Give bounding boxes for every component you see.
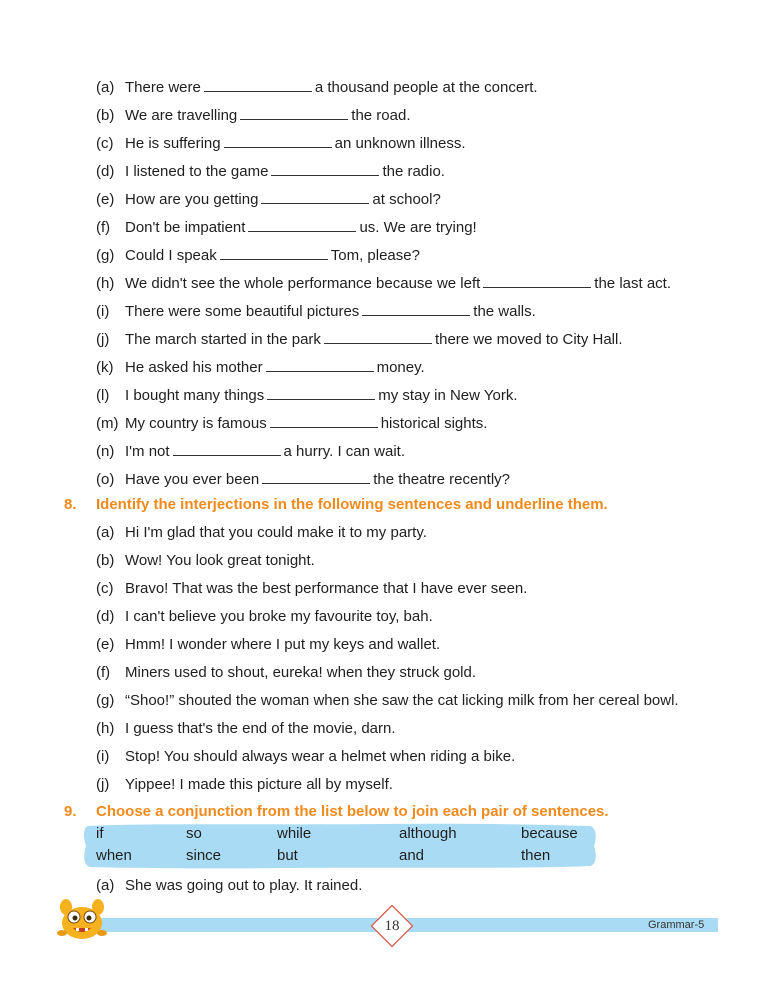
item-text <box>125 216 477 240</box>
answer-blank[interactable] <box>248 218 356 232</box>
item-label: (k) <box>96 359 114 376</box>
book-title: Grammar-5 <box>648 919 705 931</box>
item-text <box>125 132 466 156</box>
text-after-blank: the road. <box>351 107 411 124</box>
answer-blank[interactable] <box>220 246 328 260</box>
conjunction-word: when <box>96 847 132 864</box>
text-before-blank: Could I speak <box>125 247 217 264</box>
answer-blank[interactable] <box>224 134 332 148</box>
question-number: 9. <box>64 803 77 820</box>
answer-blank[interactable] <box>324 330 432 344</box>
item-text: Yippee! I made this picture all by myself. <box>125 776 393 793</box>
answer-blank[interactable] <box>270 414 378 428</box>
item-label: (h) <box>96 720 115 737</box>
text-after-blank: the radio. <box>382 163 445 180</box>
item-text <box>125 300 536 324</box>
item-text: I guess that's the end of the movie, darn. <box>125 720 396 737</box>
answer-blank[interactable] <box>266 358 374 372</box>
item-label: (f) <box>96 219 111 236</box>
item-label: (n) <box>96 443 115 460</box>
text-before-blank: Don't be impatient <box>125 219 246 236</box>
item-label: (g) <box>96 692 115 709</box>
item-text <box>125 356 425 380</box>
item-label: (a) <box>96 877 115 894</box>
item-label: (e) <box>96 636 115 653</box>
question-number: 8. <box>64 496 77 513</box>
question-text: Choose a conjunction from the list below to join each pair of sentences. <box>96 803 609 820</box>
text-after-blank: Tom, please? <box>330 247 420 264</box>
answer-blank[interactable] <box>262 470 370 484</box>
text-before-blank: I'm not <box>125 443 170 460</box>
item-text <box>125 188 441 212</box>
page-number: 18 <box>384 918 400 934</box>
text-after-blank: at school? <box>372 191 441 208</box>
item-label: (a) <box>96 524 115 541</box>
answer-blank[interactable] <box>261 190 369 204</box>
answer-blank[interactable] <box>204 78 312 92</box>
text-before-blank: There were <box>125 79 201 96</box>
item-label: (i) <box>96 748 110 765</box>
item-label: (b) <box>96 552 115 569</box>
item-label: (i) <box>96 303 110 320</box>
item-label: (j) <box>96 776 110 793</box>
item-label: (l) <box>96 387 110 404</box>
conjunction-word: since <box>186 847 222 864</box>
conjunction-word: and <box>399 847 425 864</box>
item-text <box>125 272 671 296</box>
item-text <box>125 104 411 128</box>
conjunction-word: so <box>186 825 202 842</box>
item-label: (d) <box>96 163 115 180</box>
mascot-icon <box>56 895 108 941</box>
conjunction-word: because <box>521 825 578 842</box>
item-text: Miners used to shout, eureka! when they struck gold. <box>125 664 477 681</box>
conjunction-word-box <box>82 822 598 870</box>
conjunction-word: then <box>521 847 551 864</box>
text-after-blank: my stay in New York. <box>378 387 518 404</box>
item-text <box>125 440 405 464</box>
item-label: (o) <box>96 471 115 488</box>
item-text <box>125 244 420 268</box>
text-after-blank: an unknown illness. <box>334 135 466 152</box>
item-label: (m) <box>96 415 119 432</box>
item-text <box>125 76 538 100</box>
text-after-blank: a hurry. I can wait. <box>283 443 405 460</box>
item-text <box>125 468 510 492</box>
text-after-blank: there we moved to City Hall. <box>434 331 623 348</box>
item-label: (g) <box>96 247 115 264</box>
text-after-blank: historical sights. <box>380 415 488 432</box>
text-after-blank: the walls. <box>473 303 536 320</box>
item-text <box>125 412 487 436</box>
answer-blank[interactable] <box>240 106 348 120</box>
item-text: Stop! You should always wear a helmet when riding a bike. <box>125 748 516 765</box>
answer-blank[interactable] <box>483 274 591 288</box>
text-before-blank: How are you getting <box>125 191 259 208</box>
text-before-blank: My country is famous <box>125 415 267 432</box>
text-after-blank: the last act. <box>594 275 672 292</box>
item-label: (f) <box>96 664 111 681</box>
item-text <box>125 160 445 184</box>
conjunction-word: while <box>277 825 312 842</box>
conjunction-word: if <box>96 825 104 842</box>
text-after-blank: the theatre recently? <box>373 471 511 488</box>
answer-blank[interactable] <box>271 162 379 176</box>
text-before-blank: We are travelling <box>125 107 238 124</box>
text-before-blank: Have you ever been <box>125 471 260 488</box>
item-text: Bravo! That was the best performance that I have ever seen. <box>125 580 528 597</box>
answer-blank[interactable] <box>173 442 281 456</box>
text-before-blank: We didn't see the whole performance because we left <box>125 275 481 292</box>
answer-blank[interactable] <box>267 386 375 400</box>
item-label: (d) <box>96 608 115 625</box>
conjunction-word: but <box>277 847 298 864</box>
item-text: Wow! You look great tonight. <box>125 552 315 569</box>
question-text: Identify the interjections in the following sentences and underline them. <box>96 496 608 513</box>
text-before-blank: I listened to the game <box>125 163 269 180</box>
text-before-blank: He asked his mother <box>125 359 263 376</box>
item-text <box>125 384 517 408</box>
item-label: (c) <box>96 580 114 597</box>
item-text <box>125 328 623 352</box>
text-before-blank: There were some beautiful pictures <box>125 303 360 320</box>
item-text: She was going out to play. It rained. <box>125 877 363 894</box>
text-before-blank: I bought many things <box>125 387 265 404</box>
item-text: Hi I'm glad that you could make it to my party. <box>125 524 427 541</box>
text-before-blank: The march started in the park <box>125 331 321 348</box>
text-after-blank: a thousand people at the concert. <box>314 79 538 96</box>
conjunction-word: although <box>399 825 457 842</box>
item-label: (c) <box>96 135 114 152</box>
text-before-blank: He is suffering <box>125 135 221 152</box>
item-text: “Shoo!” shouted the woman when she saw the cat licking milk from her cereal bowl. <box>125 692 679 709</box>
item-label: (h) <box>96 275 115 292</box>
item-label: (b) <box>96 107 115 124</box>
item-label: (e) <box>96 191 115 208</box>
text-after-blank: money. <box>376 359 425 376</box>
item-text: Hmm! I wonder where I put my keys and wallet. <box>125 636 441 653</box>
answer-blank[interactable] <box>362 302 470 316</box>
item-label: (a) <box>96 79 115 96</box>
item-text: I can't believe you broke my favourite toy, bah. <box>125 608 433 625</box>
text-after-blank: us. We are trying! <box>359 219 477 236</box>
item-label: (j) <box>96 331 110 348</box>
